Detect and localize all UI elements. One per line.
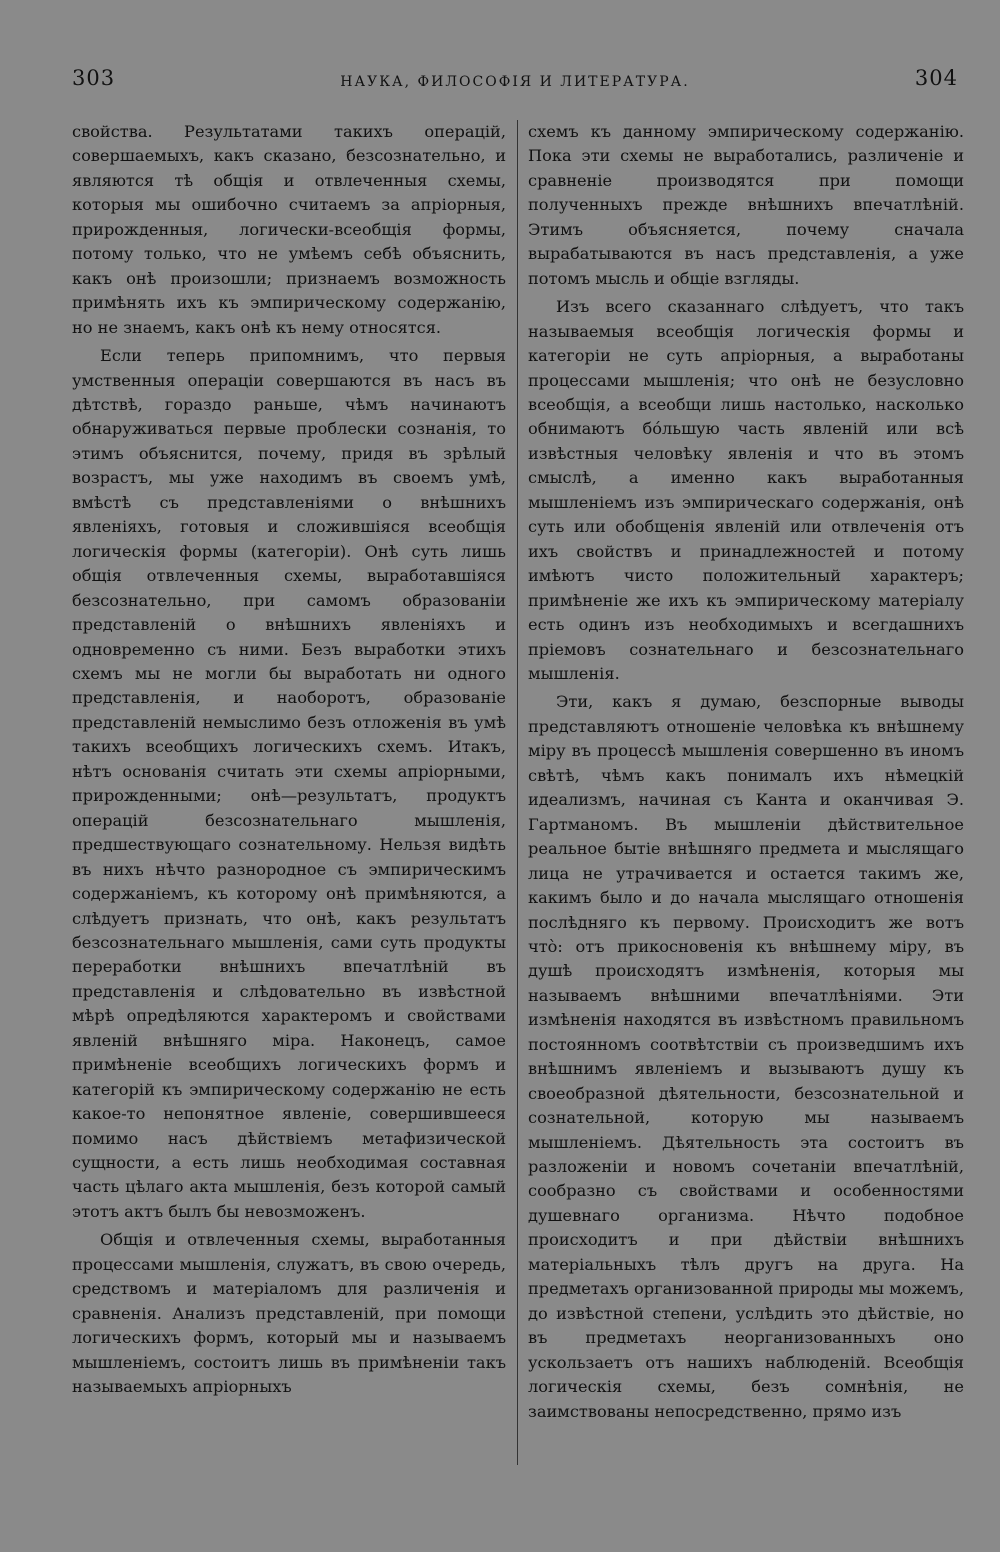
paragraph: Изъ всего сказаннаго слѣдуетъ, что такъ называемыя всеобщія логическія формы и категоріи не суть апріорныя, а выработаны процессами мышленія; что онѣ не безусловно всеобщія, а всеобщи лишь настолько, насколько обнимаютъ бо́льшую часть явленій или всѣ извѣстныя человѣку явленія и что въ этомъ смыслѣ, а именно какъ выработанныя мышленіемъ изъ эмпирическаго содержанія, онѣ суть или обобщенія явленій или отвлеченія отъ ихъ свойствъ и принадлежностей и потому имѣютъ чисто положительный характеръ; примѣненіе же ихъ къ эмпирическому матеріалу есть одинъ изъ необходимыхъ и всегдашнихъ пріемовъ сознательнаго и безсознательнаго мышленія. [528,297,964,683]
page-number-left: 303 [72,66,116,90]
right-column [528,120,964,1424]
paragraph: Общія и отвлеченныя схемы, выработанныя процессами мышленія, служатъ, въ свою очередь, средствомъ и матеріаломъ для различенія и сравненія. Анализъ представленій, при помощи логическихъ формъ, который мы и называемъ мышленіемъ, состоитъ лишь въ примѣненіи такъ называемыхъ апріорныхъ [72,1230,506,1397]
page-header [72,66,958,106]
paragraph: свойства. Результатами такихъ операцій, совершаемыхъ, какъ сказано, безсознательно, и являются тѣ общія и отвлеченныя схемы, которыя мы ошибочно считаемъ за апріорныя, прирожденныя, логически-всеобщія формы, потому только, что не умѣемъ себѣ объяснить, какъ онѣ произошли; признаемъ возможность примѣнять ихъ къ эмпирическому содержанію, но не знаемъ, какъ онѣ къ нему относятся. [72,122,506,337]
left-column [72,120,506,1400]
paragraph: Если теперь припомнимъ, что первыя умственныя операціи совершаются въ насъ въ дѣтствѣ, гораздо раньше, чѣмъ начинаютъ обнаруживаться первые проблески сознанія, то этимъ объяснится, почему, придя въ зрѣлый возрастъ, мы уже находимъ въ своемъ умѣ, вмѣстѣ съ представленіями о внѣшнихъ явленіяхъ, готовыя и сложившіяся всеобщія логическія формы (категоріи). Онѣ суть лишь общія отвлеченныя схемы, выработавшіяся безсознательно, при самомъ образованіи представленій о внѣшнихъ явленіяхъ и одновременно съ ними. Безъ выработки этихъ схемъ мы не могли бы выработать ни одного представленія, и наоборотъ, образованіе представленій немыслимо безъ отложенія въ умѣ такихъ всеобщихъ логическихъ схемъ. Итакъ, нѣтъ основанія считать эти схемы апріорными, прирожденными; онѣ—результатъ, продуктъ операцій безсознательнаго мышленія, предшествующаго сознательному. Нельзя видѣть въ нихъ нѣчто разнородное съ эмпирическимъ содержаніемъ, къ которому онѣ примѣняются, а слѣдуетъ признать, что онѣ, какъ результатъ безсознательнаго мышленія, сами суть продукты переработки внѣшнихъ впечатлѣній въ представленія и слѣдовательно въ извѣстной мѣрѣ опредѣляются характеромъ и свойствами явленій внѣшняго міра. Наконецъ, самое примѣненіе всеобщихъ логическихъ формъ и категорій къ эмпирическому содержанію не есть какое-то непонятное явленіе, совершившееся помимо насъ дѣйствіемъ метафизической сущности, а есть лишь необходимая составная часть цѣлаго акта мышленія, безъ которой самый этотъ актъ былъ бы невозможенъ. [72,346,506,1221]
column-divider [517,120,518,1465]
paragraph: Эти, какъ я думаю, безспорные выводы представляютъ отношеніе человѣка къ внѣшнему міру въ процессѣ мышленія совершенно въ иномъ свѣтѣ, чѣмъ какъ понималъ ихъ нѣмецкій идеализмъ, начиная съ Канта и оканчивая Э. Гартманомъ. Въ мышленіи дѣйствительное реальное бытіе внѣшняго предмета и мыслящаго лица не утрачивается и остается такимъ же, какимъ было и до начала мыслящаго отношенія послѣдняго къ первому. Происходитъ же вотъ что̀: отъ прикосновенія къ внѣшнему міру, въ душѣ происходятъ измѣненія, которыя мы называемъ внѣшними впечатлѣніями. Эти измѣненія находятся въ извѣстномъ правильномъ постоянномъ соотвѣтствіи съ произведшимъ ихъ внѣшнимъ явленіемъ и вызываютъ душу къ своеобразной дѣятельности, безсознательной и сознательной, которую мы называемъ мышленіемъ. Дѣятельность эта состоитъ въ разложеніи и новомъ сочетаніи впечатлѣній, сообразно съ свойствами и особенностями душевнаго организма. Нѣчто подобное происходитъ и при дѣйствіи внѣшнихъ матеріальныхъ тѣлъ другъ на друга. На предметахъ организованной природы мы можемъ, до извѣстной степени, услѣдить это дѣйствіе, но въ предметахъ неорганизованныхъ оно ускользаетъ отъ нашихъ наблюденій. Всеобщія логическія схемы, безъ сомнѣнія, не заимствованы непосредственно, прямо изъ [528,692,964,1421]
running-title: НАУКА, ФИЛОСОФІЯ И ЛИТЕРАТУРА. [340,74,690,90]
page-number-right: 304 [914,66,958,90]
paragraph: схемъ къ данному эмпирическому содержанію. Пока эти схемы не выработались, различеніе и сравненіе производятся при помощи полученныхъ прежде внѣшнихъ впечатлѣній. Этимъ объясняется, почему сначала вырабатываются въ насъ представленія, а уже потомъ мысль и общіе взгляды. [528,122,964,288]
